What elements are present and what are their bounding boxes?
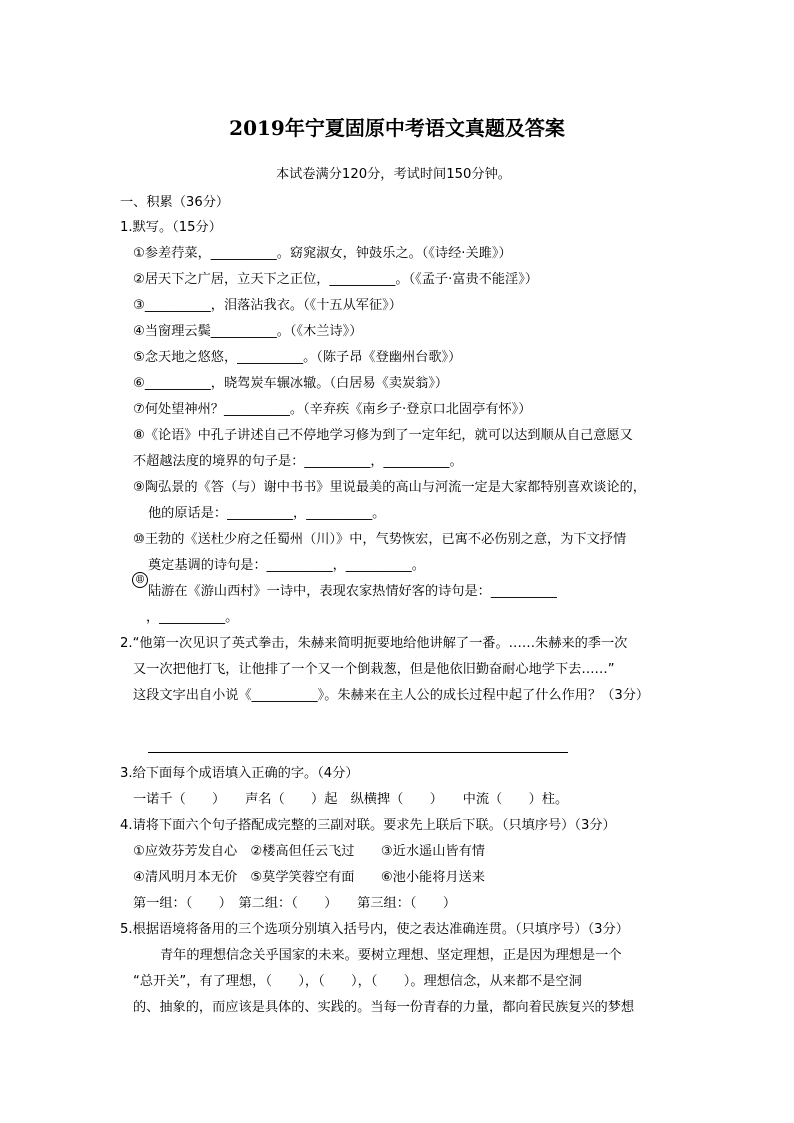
exam-intro: 本试卷满分120分，考试时间150分钟。 [276, 167, 511, 182]
q1-item-11: 陆游在《游山西村》一诗中，表现农家热情好客的诗句是：__________ [148, 584, 557, 599]
question-4-options-2: ④清风明月本无价 ⑤莫学笑蓉空有面 ⑥池小能将月送来 [133, 870, 485, 885]
q1-item-9: ⑨陶弘景的《答（与）谢中书书》里说最美的高山与河流一定是大家都特别喜欢谈论的， [133, 480, 646, 495]
question-5-heading: 5.根据语境将备用的三个选项分别填入括号内，使之表达准确连贯。（只填序号）（3分） [120, 922, 629, 937]
q1-item-9-cont: 他的原话是：__________，__________。 [148, 506, 386, 521]
question-5-passage-1: 青年的理想信念关乎国家的未来。要树立理想、坚定理想，正是因为理想是一个 [160, 948, 622, 963]
section-heading: 一、积累（36分） [120, 195, 230, 210]
q1-item-7: ⑦何处望神州？__________。（辛弃疾《南乡子·登京口北固亭有怀》） [133, 402, 532, 417]
question-2-line-1: 2.“他第一次见识了英式拳击，朱赫来简明扼要地给他讲解了一番。……朱赫来的季一次 [120, 636, 628, 651]
question-4-heading: 4.请将下面六个句子搭配成完整的三副对联。要求先上联后下联。（只填序号）（3分） [120, 818, 616, 833]
question-5-passage-3: 的、抽象的，而应该是具体的、实践的。当每一份青春的力量，都向着民族复兴的梦想 [133, 1000, 635, 1015]
question-2-line-2: 又一次把他打飞，让他排了一个又一个倒栽葱，但是他依旧勤奋耐心地学下去……” [133, 662, 615, 677]
q1-item-3: ③__________，泪落沾我衣。（《十五从军征》） [133, 298, 402, 313]
q1-item-1: ①参差荇菜，__________。窈窕淑女，钟鼓乐之。（《诗经·关雎》） [133, 246, 512, 261]
q1-item-5: ⑤念天地之悠悠，__________。（陈子昂《登幽州台歌》） [133, 350, 462, 365]
q1-item-2: ②居天下之广居，立天下之正位，__________。（《孟子·富贵不能淫》） [133, 272, 539, 287]
question-2-line-3: 这段文字出自小说《__________》。朱赫来在主人公的成长过程中起了什么作用？（3分） [133, 688, 650, 703]
document-title: 2019年宁夏固原中考语文真题及答案 [229, 116, 565, 140]
q1-item-11-cont: ，__________。 [146, 610, 239, 625]
question-3-heading: 3.给下面每个成语填入正确的字。（4分） [120, 766, 359, 781]
q1-item-4: ④当窗理云鬓__________。（《木兰诗》） [133, 324, 363, 339]
answer-line [148, 752, 568, 753]
q1-item-8-cont: 不超越法度的境界的句子是：__________，__________。 [133, 454, 463, 469]
q1-item-10: ⑩王勃的《送杜少府之任蜀州（川）》中，气势恢宏，已寓不必伤别之意，为下文抒情 [133, 532, 627, 547]
circled-number-11: ⑪ [132, 572, 148, 588]
question-4-options-1: ①应效芬芳发自心 ②楼高但任云飞过 ③近水遥山皆有情 [133, 844, 485, 859]
question-5-passage-2: “总开关”，有了理想，（ ），（ ），（ ）。理想信念，从来都不是空洞 [133, 974, 582, 989]
question-3-items: 一诺千（ ） 声名（ ）起 纵横捭（ ） 中流（ ）柱。 [133, 792, 569, 807]
q1-item-10-cont: 奠定基调的诗句是：__________，__________。 [148, 558, 425, 573]
question-1-heading: 1.默写。（15分） [120, 220, 222, 235]
q1-item-8: ⑧《论语》中孔子讲述自己不停地学习修为到了一定年纪，就可以达到顺从自己意愿又 [133, 428, 633, 443]
question-4-groups: 第一组：（ ） 第二组：（ ） 第三组：（ ） [133, 896, 457, 911]
q1-item-6: ⑥__________，晓驾炭车辗冰辙。（白居易《卖炭翁》） [133, 376, 449, 391]
